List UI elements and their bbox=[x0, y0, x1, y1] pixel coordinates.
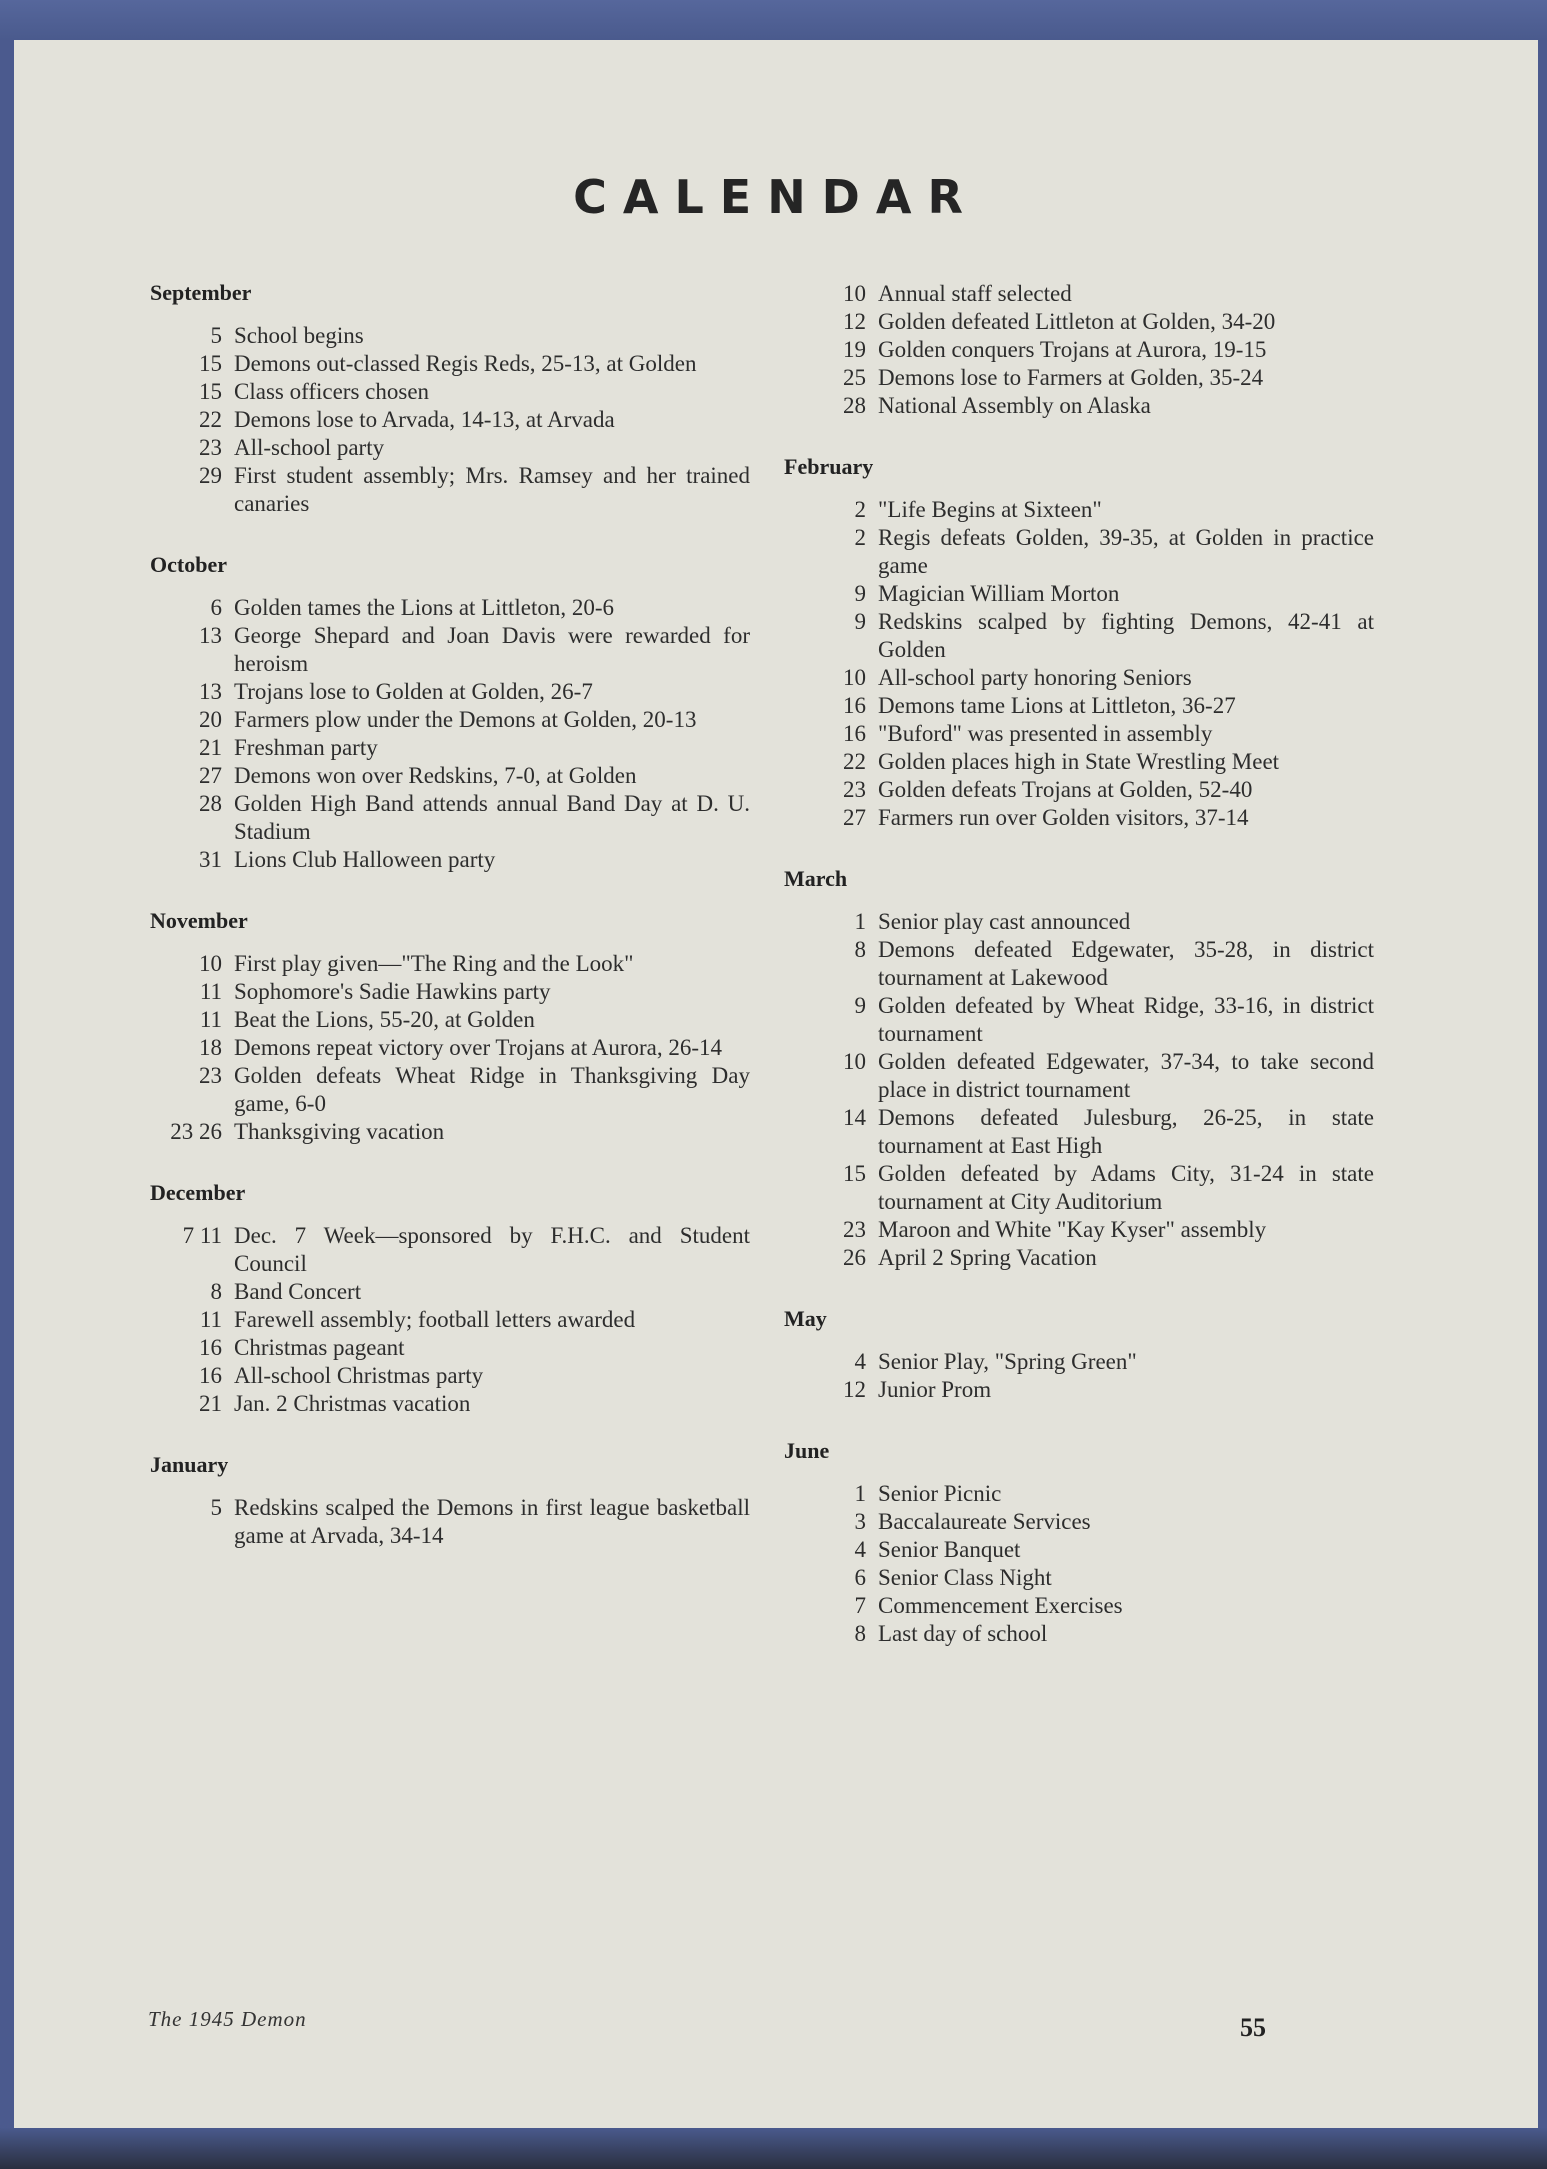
entry-day: 13 bbox=[199, 623, 222, 648]
calendar-entry bbox=[150, 406, 750, 434]
calendar-entry bbox=[784, 496, 1374, 524]
entry-text: Golden defeats Wheat Ridge in Thanksgiving Day game, 6-0 bbox=[234, 1063, 750, 1116]
calendar-entry bbox=[784, 364, 1374, 392]
calendar-entry bbox=[784, 748, 1374, 776]
calendar-entry bbox=[784, 992, 1374, 1048]
entry-text: Redskins scalped the Demons in first league basketball game at Arvada, 34-14 bbox=[234, 1495, 750, 1548]
entry-text: First student assembly; Mrs. Ramsey and her trained canaries bbox=[234, 463, 750, 516]
entry-text: Thanksgiving vacation bbox=[234, 1119, 445, 1144]
entry-day: 14 bbox=[843, 1105, 866, 1130]
calendar-entry bbox=[784, 580, 1374, 608]
entry-day: 15 bbox=[843, 1161, 866, 1186]
calendar-entry bbox=[150, 1278, 750, 1306]
entry-text: Jan. 2 Christmas vacation bbox=[234, 1391, 471, 1416]
entry-text: Golden defeated Littleton at Golden, 34-20 bbox=[878, 309, 1276, 334]
page-number: 55 bbox=[1240, 2013, 1266, 2042]
month-heading: May bbox=[784, 1306, 827, 1331]
calendar-entry bbox=[784, 1244, 1374, 1272]
entry-day: 8 bbox=[854, 1621, 866, 1646]
calendar-entry bbox=[784, 336, 1374, 364]
calendar-entry bbox=[150, 846, 750, 874]
entry-day: 9 bbox=[854, 581, 866, 606]
entry-day: 19 bbox=[843, 337, 866, 362]
month-section bbox=[784, 454, 1374, 832]
entry-day: 16 bbox=[199, 1335, 222, 1360]
entry-text: Last day of school bbox=[878, 1621, 1048, 1646]
calendar-entry bbox=[150, 1006, 750, 1034]
entry-text: Senior Play, "Spring Green" bbox=[878, 1349, 1137, 1374]
entry-text: Golden defeated by Wheat Ridge, 33-16, in district tournament bbox=[878, 993, 1374, 1046]
entry-day: 26 bbox=[843, 1245, 866, 1270]
entry-day: 9 bbox=[854, 993, 866, 1018]
entry-day: 28 bbox=[843, 393, 866, 418]
entry-text: Golden places high in State Wrestling Meet bbox=[878, 749, 1280, 774]
entry-day: 3 bbox=[854, 1509, 866, 1534]
entry-day: 29 bbox=[199, 463, 222, 488]
month-heading: September bbox=[150, 280, 252, 305]
month-section bbox=[784, 1306, 1374, 1404]
entry-day: 16 bbox=[199, 1363, 222, 1388]
entry-text: Demons tame Lions at Littleton, 36-27 bbox=[878, 693, 1236, 718]
month-section bbox=[150, 908, 750, 1146]
calendar-entry bbox=[784, 524, 1374, 580]
entry-text: Golden defeated Edgewater, 37-34, to take second place in district tournament bbox=[878, 1049, 1374, 1102]
entry-text: Senior Banquet bbox=[878, 1537, 1021, 1562]
calendar-entry bbox=[784, 1104, 1374, 1160]
entry-text: All-school party bbox=[234, 435, 385, 460]
entry-text: All-school party honoring Seniors bbox=[878, 665, 1192, 690]
entry-day: 28 bbox=[199, 791, 222, 816]
month-section bbox=[150, 552, 750, 874]
entry-text: Farmers run over Golden visitors, 37-14 bbox=[878, 805, 1249, 830]
month-heading: February bbox=[784, 454, 874, 479]
entry-day: 12 bbox=[843, 1377, 866, 1402]
entry-text: April 2 Spring Vacation bbox=[878, 1245, 1097, 1270]
entry-day: 16 bbox=[843, 693, 866, 718]
month-section bbox=[150, 1452, 750, 1550]
calendar-entry bbox=[150, 1390, 750, 1418]
calendar-entry bbox=[150, 1222, 750, 1278]
entry-day: 9 bbox=[854, 609, 866, 634]
entry-day: 11 bbox=[199, 979, 222, 1004]
calendar-entry bbox=[784, 1620, 1374, 1648]
entry-day: 22 bbox=[843, 749, 866, 774]
entry-day: 15 bbox=[199, 379, 222, 404]
month-section bbox=[150, 1180, 750, 1418]
entry-text: Demons repeat victory over Trojans at Aurora, 26-14 bbox=[234, 1035, 723, 1060]
entry-text: Sophomore's Sadie Hawkins party bbox=[234, 979, 551, 1004]
binding-top-edge bbox=[0, 0, 1547, 40]
calendar-entry bbox=[784, 308, 1374, 336]
calendar-entry bbox=[784, 1048, 1374, 1104]
entry-text: Senior play cast announced bbox=[878, 909, 1131, 934]
entry-text: Golden tames the Lions at Littleton, 20-6 bbox=[234, 595, 615, 620]
entry-day: 22 bbox=[199, 407, 222, 432]
entry-text: Farewell assembly; football letters awarded bbox=[234, 1307, 636, 1332]
entry-day: 7 11 bbox=[182, 1223, 222, 1248]
calendar-entry bbox=[150, 462, 750, 518]
entry-text: All-school Christmas party bbox=[234, 1363, 484, 1388]
entry-day: 23 bbox=[843, 1217, 866, 1242]
entry-day: 7 bbox=[854, 1593, 866, 1618]
entry-text: Redskins scalped by fighting Demons, 42-41 at Golden bbox=[878, 609, 1374, 662]
entry-text: Junior Prom bbox=[878, 1377, 992, 1402]
entry-day: 2 bbox=[854, 497, 866, 522]
entry-day: 2 bbox=[854, 525, 866, 550]
entry-text: Magician William Morton bbox=[878, 581, 1120, 606]
month-heading: November bbox=[150, 908, 248, 933]
month-heading: October bbox=[150, 552, 227, 577]
entry-day: 11 bbox=[199, 1007, 222, 1032]
calendar-entry bbox=[150, 1118, 750, 1146]
entry-day: 1 bbox=[854, 1481, 866, 1506]
entry-text: Demons won over Redskins, 7-0, at Golden bbox=[234, 763, 637, 788]
entry-text: Demons lose to Arvada, 14-13, at Arvada bbox=[234, 407, 615, 432]
calendar-entry bbox=[784, 664, 1374, 692]
entry-text: Maroon and White "Kay Kyser" assembly bbox=[878, 1217, 1267, 1242]
entry-day: 21 bbox=[199, 1391, 222, 1416]
month-heading: March bbox=[784, 866, 848, 891]
entry-text: Commencement Exercises bbox=[878, 1593, 1123, 1618]
entry-text: Golden conquers Trojans at Aurora, 19-15 bbox=[878, 337, 1267, 362]
month-heading: December bbox=[150, 1180, 246, 1205]
entry-text: Regis defeats Golden, 39-35, at Golden in practice game bbox=[878, 525, 1374, 578]
calendar-entry bbox=[784, 804, 1374, 832]
calendar-entry bbox=[150, 1494, 750, 1550]
entry-day: 10 bbox=[843, 1049, 866, 1074]
calendar-entry bbox=[150, 434, 750, 462]
entry-day: 6 bbox=[854, 1565, 866, 1590]
calendar-entry bbox=[784, 1160, 1374, 1216]
calendar-entry bbox=[150, 378, 750, 406]
entry-text: Senior Picnic bbox=[878, 1481, 1002, 1506]
entry-day: 8 bbox=[854, 937, 866, 962]
entry-text: Farmers plow under the Demons at Golden, 20-13 bbox=[234, 707, 697, 732]
entry-text: First play given—"The Ring and the Look" bbox=[234, 951, 634, 976]
calendar-entry bbox=[150, 1306, 750, 1334]
entry-text: Golden High Band attends annual Band Day at D. U. Stadium bbox=[234, 791, 750, 844]
entry-day: 12 bbox=[843, 309, 866, 334]
calendar-entry bbox=[150, 706, 750, 734]
calendar-entry bbox=[150, 790, 750, 846]
month-heading: June bbox=[784, 1438, 830, 1463]
calendar-left-column bbox=[150, 280, 750, 1584]
entry-text: Senior Class Night bbox=[878, 1565, 1052, 1590]
entry-day: 10 bbox=[843, 281, 866, 306]
calendar-entry bbox=[784, 692, 1374, 720]
entry-text: Trojans lose to Golden at Golden, 26-7 bbox=[234, 679, 593, 704]
yearbook-page bbox=[14, 40, 1538, 2128]
calendar-entry bbox=[150, 678, 750, 706]
entry-day: 6 bbox=[210, 595, 222, 620]
calendar-entry bbox=[784, 776, 1374, 804]
calendar-entry bbox=[150, 622, 750, 678]
entry-day: 1 bbox=[854, 909, 866, 934]
calendar-entry bbox=[784, 1480, 1374, 1508]
month-section bbox=[784, 866, 1374, 1272]
entry-text: Band Concert bbox=[234, 1279, 362, 1304]
calendar-entry bbox=[150, 734, 750, 762]
entry-day: 15 bbox=[199, 351, 222, 376]
entry-text: "Buford" was presented in assembly bbox=[878, 721, 1213, 746]
calendar-entry bbox=[784, 608, 1374, 664]
entry-day: 4 bbox=[854, 1537, 866, 1562]
entry-day: 13 bbox=[199, 679, 222, 704]
calendar-entry bbox=[150, 594, 750, 622]
calendar-entry bbox=[150, 950, 750, 978]
calendar-entry bbox=[784, 280, 1374, 308]
entry-day: 11 bbox=[199, 1307, 222, 1332]
calendar-right-column bbox=[784, 280, 1374, 1682]
entry-day: 10 bbox=[199, 951, 222, 976]
entry-day: 27 bbox=[199, 763, 222, 788]
entry-day: 5 bbox=[210, 323, 222, 348]
entry-day: 16 bbox=[843, 721, 866, 746]
entry-text: Beat the Lions, 55-20, at Golden bbox=[234, 1007, 535, 1032]
entry-text: "Life Begins at Sixteen" bbox=[878, 497, 1102, 522]
calendar-entry bbox=[784, 392, 1374, 420]
calendar-entry bbox=[784, 936, 1374, 992]
entry-text: Freshman party bbox=[234, 735, 378, 760]
entry-text: Class officers chosen bbox=[234, 379, 430, 404]
month-section bbox=[784, 1438, 1374, 1648]
calendar-entry bbox=[150, 1034, 750, 1062]
calendar-entry bbox=[784, 1536, 1374, 1564]
entry-day: 25 bbox=[843, 365, 866, 390]
calendar-entry bbox=[784, 1508, 1374, 1536]
entry-day: 5 bbox=[210, 1495, 222, 1520]
entry-text: Demons defeated Julesburg, 26-25, in state tournament at East High bbox=[878, 1105, 1374, 1158]
calendar-entry bbox=[784, 908, 1374, 936]
calendar-entry bbox=[150, 1062, 750, 1118]
calendar-entry bbox=[784, 1592, 1374, 1620]
entry-text: School begins bbox=[234, 323, 364, 348]
calendar-entry bbox=[150, 1334, 750, 1362]
entry-day: 31 bbox=[199, 847, 222, 872]
entry-day: 21 bbox=[199, 735, 222, 760]
calendar-entry bbox=[150, 350, 750, 378]
entry-day: 23 26 bbox=[170, 1119, 222, 1144]
entry-text: Golden defeats Trojans at Golden, 52-40 bbox=[878, 777, 1253, 802]
calendar-entry bbox=[150, 762, 750, 790]
entry-text: Christmas pageant bbox=[234, 1335, 405, 1360]
calendar-entry bbox=[784, 1564, 1374, 1592]
month-section bbox=[150, 280, 750, 518]
calendar-entry bbox=[784, 1348, 1374, 1376]
entry-text: Baccalaureate Services bbox=[878, 1509, 1091, 1534]
publication-footer: The 1945 Demon bbox=[148, 2007, 307, 2031]
entry-text: Annual staff selected bbox=[878, 281, 1072, 306]
entry-text: Lions Club Halloween party bbox=[234, 847, 496, 872]
entry-day: 27 bbox=[843, 805, 866, 830]
calendar-entry bbox=[784, 1376, 1374, 1404]
entry-day: 4 bbox=[854, 1349, 866, 1374]
entry-day: 18 bbox=[199, 1035, 222, 1060]
entry-text: Dec. 7 Week—sponsored by F.H.C. and Student Council bbox=[234, 1223, 750, 1276]
entry-text: Demons defeated Edgewater, 35-28, in district tournament at Lakewood bbox=[878, 937, 1374, 990]
calendar-entry bbox=[150, 322, 750, 350]
page-title: CALENDAR bbox=[573, 170, 979, 224]
calendar-entry bbox=[784, 720, 1374, 748]
entry-day: 23 bbox=[199, 1063, 222, 1088]
entry-day: 23 bbox=[843, 777, 866, 802]
calendar-entry bbox=[150, 978, 750, 1006]
entry-text: National Assembly on Alaska bbox=[878, 393, 1151, 418]
entry-text: Golden defeated by Adams City, 31-24 in state tournament at City Auditorium bbox=[878, 1161, 1374, 1214]
entry-day: 10 bbox=[843, 665, 866, 690]
entry-text: Demons out-classed Regis Reds, 25-13, at Golden bbox=[234, 351, 697, 376]
entry-day: 20 bbox=[199, 707, 222, 732]
month-heading: January bbox=[150, 1452, 229, 1477]
month-section bbox=[784, 280, 1374, 420]
entry-day: 8 bbox=[210, 1279, 222, 1304]
calendar-entry bbox=[784, 1216, 1374, 1244]
calendar-entry bbox=[150, 1362, 750, 1390]
entry-text: George Shepard and Joan Davis were rewarded for heroism bbox=[234, 623, 750, 676]
entry-day: 23 bbox=[199, 435, 222, 460]
entry-text: Demons lose to Farmers at Golden, 35-24 bbox=[878, 365, 1264, 390]
binding-bottom-edge bbox=[0, 2128, 1547, 2169]
